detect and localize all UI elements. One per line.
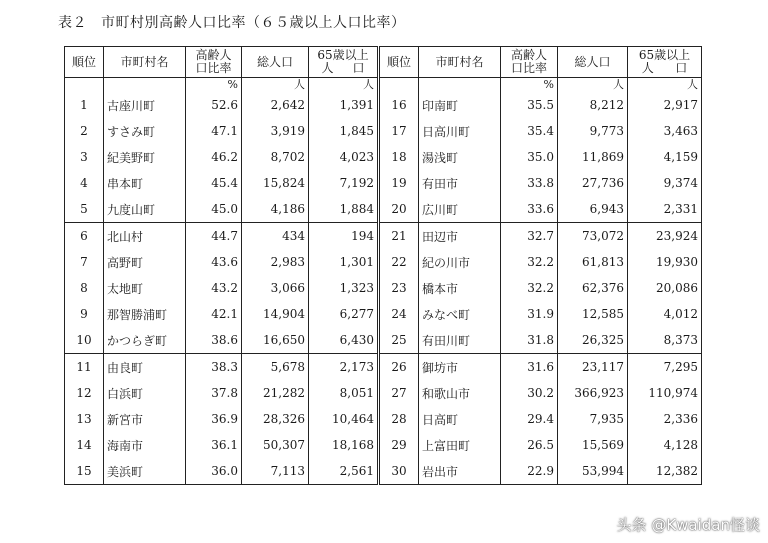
cell-ratio: 36.0	[186, 458, 242, 485]
cell-name-right: 日高町	[419, 406, 501, 432]
cell-rank: 10	[65, 327, 104, 354]
cell-total: 16,650	[242, 327, 309, 354]
cell-name: 高野町	[104, 249, 186, 275]
cell-ratio-right: 35.5	[501, 92, 558, 118]
cell-elderly-right: 110,974	[628, 380, 702, 406]
cell-name: 那智勝浦町	[104, 301, 186, 327]
table-row	[65, 406, 702, 432]
cell-rank-right: 26	[379, 354, 419, 381]
cell-rank-right: 19	[379, 170, 419, 196]
cell-elderly: 2,561	[309, 458, 379, 485]
cell-rank: 1	[65, 92, 104, 118]
cell-total: 2,642	[242, 92, 309, 118]
cell-name: 太地町	[104, 275, 186, 301]
cell-elderly-right: 8,373	[628, 327, 702, 354]
cell-name: 古座川町	[104, 92, 186, 118]
cell-name: かつらぎ町	[104, 327, 186, 354]
cell-total: 4,186	[242, 196, 309, 223]
cell-elderly-right: 3,463	[628, 118, 702, 144]
cell-total-right: 73,072	[558, 223, 628, 250]
cell-rank: 15	[65, 458, 104, 485]
header-elderly-line2a: 人	[321, 61, 334, 75]
table-row	[65, 458, 702, 485]
cell-elderly-right: 2,917	[628, 92, 702, 118]
cell-ratio-right: 22.9	[501, 458, 558, 485]
cell-total: 7,113	[242, 458, 309, 485]
cell-total-right: 9,773	[558, 118, 628, 144]
cell-elderly: 1,323	[309, 275, 379, 301]
population-table	[64, 46, 702, 485]
cell-rank-right: 16	[379, 92, 419, 118]
cell-elderly: 6,430	[309, 327, 379, 354]
cell-elderly: 18,168	[309, 432, 379, 458]
cell-elderly-right: 2,331	[628, 196, 702, 223]
cell-total-right: 26,325	[558, 327, 628, 354]
cell-total-right: 12,585	[558, 301, 628, 327]
cell-elderly: 1,301	[309, 249, 379, 275]
cell-total-right: 27,736	[558, 170, 628, 196]
header-rank: 順位	[65, 47, 104, 78]
header-ratio	[186, 47, 242, 78]
table-row	[65, 118, 702, 144]
table-row	[65, 196, 702, 223]
cell-rank: 2	[65, 118, 104, 144]
cell-total: 14,904	[242, 301, 309, 327]
cell-ratio: 46.2	[186, 144, 242, 170]
cell-elderly-right: 23,924	[628, 223, 702, 250]
cell-total: 3,066	[242, 275, 309, 301]
cell-name-right: 岩出市	[419, 458, 501, 485]
table-row	[65, 380, 702, 406]
cell-name-right: 広川町	[419, 196, 501, 223]
cell-total: 5,678	[242, 354, 309, 381]
cell-rank-right: 22	[379, 249, 419, 275]
cell-total-right: 62,376	[558, 275, 628, 301]
cell-rank: 4	[65, 170, 104, 196]
cell-rank-right: 20	[379, 196, 419, 223]
header-ratio-line2: 口比率	[195, 61, 232, 75]
table-row	[65, 432, 702, 458]
cell-rank-right: 23	[379, 275, 419, 301]
caption-label: 表２	[58, 15, 87, 31]
header-total-right: 総人口	[558, 47, 628, 78]
cell-rank-right: 17	[379, 118, 419, 144]
unit-percent: %	[186, 78, 242, 93]
cell-ratio: 52.6	[186, 92, 242, 118]
cell-name: 美浜町	[104, 458, 186, 485]
cell-elderly: 6,277	[309, 301, 379, 327]
cell-rank-right: 25	[379, 327, 419, 354]
cell-total: 434	[242, 223, 309, 250]
header-ratio-right-line1: 高齢人	[510, 48, 547, 62]
cell-ratio: 44.7	[186, 223, 242, 250]
cell-name: 新宮市	[104, 406, 186, 432]
header-elderly-right-line2a: 人	[641, 61, 654, 75]
cell-elderly-right: 20,086	[628, 275, 702, 301]
cell-ratio-right: 29.4	[501, 406, 558, 432]
cell-ratio-right: 33.8	[501, 170, 558, 196]
table-row	[65, 301, 702, 327]
cell-rank: 9	[65, 301, 104, 327]
cell-total: 21,282	[242, 380, 309, 406]
cell-elderly-right: 12,382	[628, 458, 702, 485]
cell-total-right: 6,943	[558, 196, 628, 223]
cell-ratio: 43.6	[186, 249, 242, 275]
cell-ratio: 47.1	[186, 118, 242, 144]
cell-name: 九度山町	[104, 196, 186, 223]
cell-elderly-right: 4,012	[628, 301, 702, 327]
cell-rank: 7	[65, 249, 104, 275]
cell-rank-right: 29	[379, 432, 419, 458]
header-elderly-line1: 65歳以上	[317, 48, 369, 62]
cell-name: すさみ町	[104, 118, 186, 144]
cell-name-right: 上富田町	[419, 432, 501, 458]
header-elderly-right	[628, 47, 702, 78]
cell-elderly-right: 2,336	[628, 406, 702, 432]
header-ratio-right	[501, 47, 558, 78]
cell-ratio-right: 30.2	[501, 380, 558, 406]
header-name: 市町村名	[104, 47, 186, 78]
cell-rank-right: 24	[379, 301, 419, 327]
table-row	[65, 223, 702, 250]
cell-elderly-right: 4,159	[628, 144, 702, 170]
cell-name: 海南市	[104, 432, 186, 458]
header-ratio-right-line2: 口比率	[510, 61, 547, 75]
cell-rank-right: 18	[379, 144, 419, 170]
cell-elderly: 4,023	[309, 144, 379, 170]
cell-elderly: 8,051	[309, 380, 379, 406]
cell-total-right: 23,117	[558, 354, 628, 381]
cell-ratio-right: 26.5	[501, 432, 558, 458]
cell-name: 由良町	[104, 354, 186, 381]
cell-name-right: 御坊市	[419, 354, 501, 381]
cell-elderly: 7,192	[309, 170, 379, 196]
header-ratio-line1: 高齢人	[195, 48, 232, 62]
cell-rank-right: 27	[379, 380, 419, 406]
cell-name-right: 紀の川市	[419, 249, 501, 275]
header-total: 総人口	[242, 47, 309, 78]
table-row	[65, 354, 702, 381]
cell-name-right: 橋本市	[419, 275, 501, 301]
cell-name-right: 田辺市	[419, 223, 501, 250]
table-caption	[58, 12, 406, 32]
header-elderly-right-line2b: 口	[675, 61, 688, 75]
cell-elderly: 194	[309, 223, 379, 250]
cell-ratio: 42.1	[186, 301, 242, 327]
header-rank-right: 順位	[379, 47, 419, 78]
cell-ratio: 37.8	[186, 380, 242, 406]
unit-percent-right: %	[501, 78, 558, 93]
cell-name-right: みなべ町	[419, 301, 501, 327]
cell-rank: 6	[65, 223, 104, 250]
cell-ratio-right: 32.7	[501, 223, 558, 250]
cell-total: 50,307	[242, 432, 309, 458]
cell-ratio: 45.4	[186, 170, 242, 196]
cell-elderly: 1,884	[309, 196, 379, 223]
cell-ratio-right: 32.2	[501, 275, 558, 301]
table-row	[65, 92, 702, 118]
cell-ratio-right: 35.0	[501, 144, 558, 170]
table-body	[65, 78, 702, 485]
cell-total: 3,919	[242, 118, 309, 144]
cell-rank-right: 21	[379, 223, 419, 250]
table-row	[65, 170, 702, 196]
cell-total-right: 15,569	[558, 432, 628, 458]
unit-row	[65, 78, 702, 93]
cell-elderly-right: 9,374	[628, 170, 702, 196]
cell-elderly: 1,845	[309, 118, 379, 144]
cell-rank: 3	[65, 144, 104, 170]
cell-rank-right: 30	[379, 458, 419, 485]
cell-ratio: 38.6	[186, 327, 242, 354]
caption-title: 市町村別高齢人口比率（６５歳以上人口比率）	[101, 15, 406, 31]
cell-ratio: 36.1	[186, 432, 242, 458]
cell-elderly-right: 4,128	[628, 432, 702, 458]
cell-total-right: 11,869	[558, 144, 628, 170]
cell-name-right: 有田市	[419, 170, 501, 196]
cell-total: 8,702	[242, 144, 309, 170]
cell-ratio: 36.9	[186, 406, 242, 432]
cell-rank: 12	[65, 380, 104, 406]
cell-ratio-right: 31.6	[501, 354, 558, 381]
cell-elderly: 10,464	[309, 406, 379, 432]
header-elderly	[309, 47, 379, 78]
unit-person: 人	[242, 78, 309, 93]
cell-ratio-right: 31.9	[501, 301, 558, 327]
table-header	[65, 47, 702, 78]
cell-elderly-right: 7,295	[628, 354, 702, 381]
header-elderly-line2b: 口	[352, 61, 365, 75]
cell-name: 串本町	[104, 170, 186, 196]
cell-ratio-right: 35.4	[501, 118, 558, 144]
header-elderly-right-line1: 65歳以上	[638, 48, 691, 62]
cell-elderly-right: 19,930	[628, 249, 702, 275]
cell-name-right: 湯浅町	[419, 144, 501, 170]
cell-name-right: 和歌山市	[419, 380, 501, 406]
cell-name: 紀美野町	[104, 144, 186, 170]
cell-name: 北山村	[104, 223, 186, 250]
cell-total-right: 53,994	[558, 458, 628, 485]
cell-total: 28,326	[242, 406, 309, 432]
table-row	[65, 144, 702, 170]
header-name-right: 市町村名	[419, 47, 501, 78]
cell-total-right: 61,813	[558, 249, 628, 275]
cell-rank: 11	[65, 354, 104, 381]
cell-name: 白浜町	[104, 380, 186, 406]
cell-rank: 14	[65, 432, 104, 458]
cell-ratio: 43.2	[186, 275, 242, 301]
table-row	[65, 249, 702, 275]
cell-ratio-right: 31.8	[501, 327, 558, 354]
cell-total: 15,824	[242, 170, 309, 196]
cell-elderly: 1,391	[309, 92, 379, 118]
cell-total: 2,983	[242, 249, 309, 275]
cell-name-right: 日高川町	[419, 118, 501, 144]
cell-ratio-right: 33.6	[501, 196, 558, 223]
watermark: 头条 @Kwaidan怪谈	[616, 516, 760, 534]
cell-ratio: 38.3	[186, 354, 242, 381]
cell-rank-right: 28	[379, 406, 419, 432]
table-row	[65, 275, 702, 301]
cell-total-right: 7,935	[558, 406, 628, 432]
cell-rank: 13	[65, 406, 104, 432]
cell-ratio: 45.0	[186, 196, 242, 223]
cell-rank: 5	[65, 196, 104, 223]
cell-rank: 8	[65, 275, 104, 301]
cell-elderly: 2,173	[309, 354, 379, 381]
unit-person-right: 人	[558, 78, 628, 93]
cell-ratio-right: 32.2	[501, 249, 558, 275]
unit-person: 人	[309, 78, 379, 93]
cell-name-right: 有田川町	[419, 327, 501, 354]
cell-name-right: 印南町	[419, 92, 501, 118]
cell-total-right: 8,212	[558, 92, 628, 118]
cell-total-right: 366,923	[558, 380, 628, 406]
unit-person-right: 人	[628, 78, 702, 93]
table-row	[65, 327, 702, 354]
